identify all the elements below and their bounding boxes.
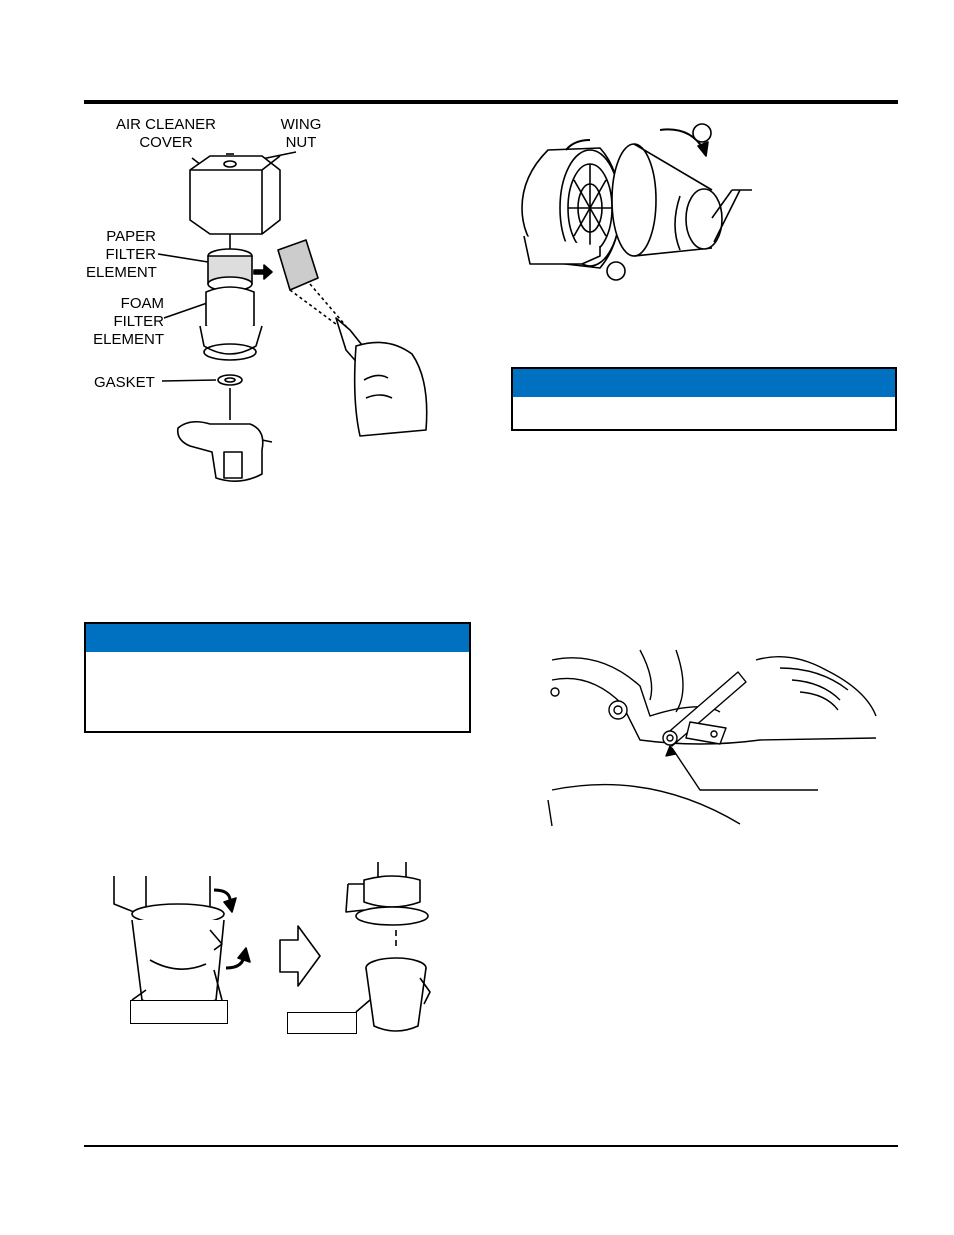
- label-box-right: [287, 1012, 357, 1034]
- label-air-cleaner-cover: AIR CLEANER COVER: [115, 116, 217, 151]
- label-box-left: [130, 1000, 228, 1024]
- label-gasket: GASKET: [94, 374, 155, 391]
- label-wing-nut: WING NUT: [280, 116, 322, 151]
- label-foam-filter: FOAM FILTER ELEMENT: [93, 295, 164, 348]
- label-paper-filter: PAPER FILTER ELEMENT: [86, 228, 157, 281]
